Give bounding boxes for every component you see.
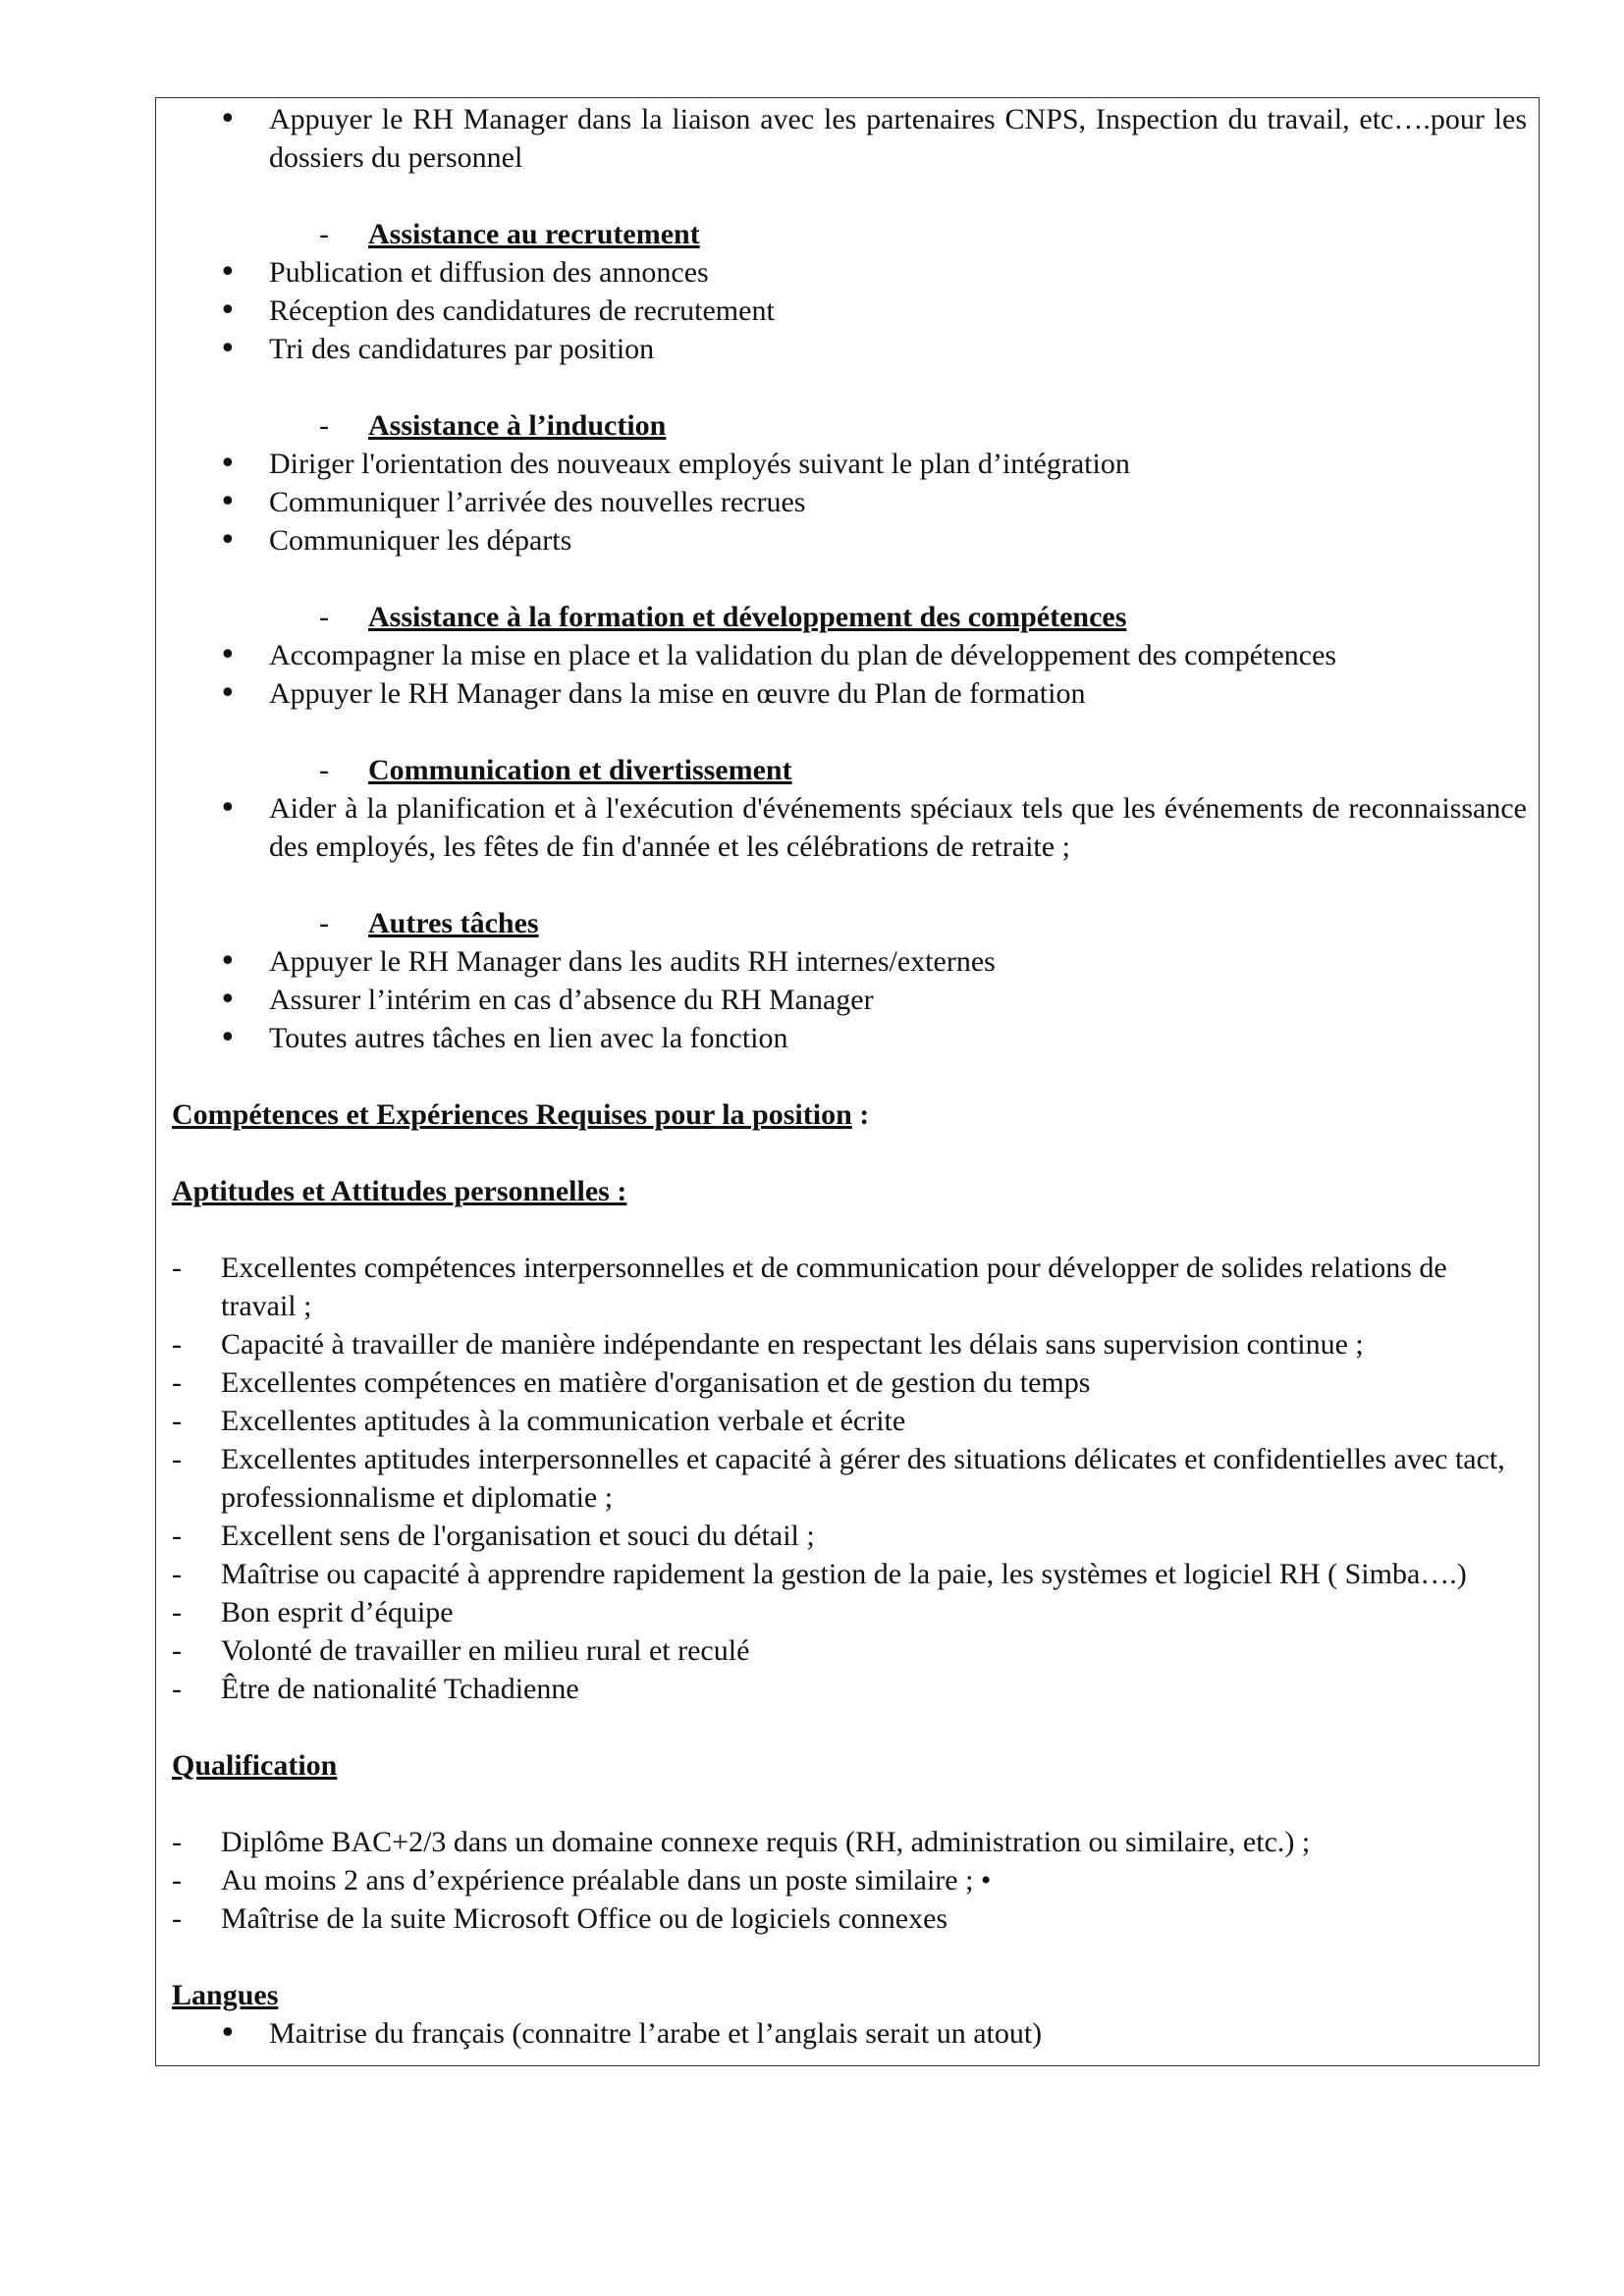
qualification-item: - Diplôme BAC+2/3 dans un domaine connexe requis (RH, administration ou similaire, etc.) ;	[172, 1823, 1527, 1861]
section-title-recrutement: - Assistance au recrutement	[319, 218, 700, 250]
competences-heading: Compétences et Expériences Requises pour la position :	[172, 1098, 870, 1131]
section-title-formation: - Assistance à la formation et développement des compétences	[319, 601, 1127, 633]
aptitude-item: - Excellentes aptitudes à la communication verbale et écrite	[172, 1402, 1527, 1440]
list-item: • Assurer l’intérim en cas d’absence du RH Manager	[172, 981, 1527, 1019]
section-title-autres: - Autres tâches	[319, 907, 539, 939]
list-item: • Aider à la planification et à l'exécution d'événements spéciaux tels que les événements de reconnaissance des employés, les fêtes de fin d'année et les célébrations de retraite ;	[172, 789, 1527, 866]
qualification-item: - Maîtrise de la suite Microsoft Office ou de logiciels connexes	[172, 1899, 1527, 1938]
aptitude-item: - Excellentes aptitudes interpersonnelles et capacité à gérer des situations délicates et confidentielles avec tact, professionnalisme et diplomatie ;	[172, 1440, 1527, 1517]
intro-bullet: • Appuyer le RH Manager dans la liaison avec les partenaires CNPS, Inspection du travail, etc….pour les dossiers du personnel	[172, 100, 1527, 177]
aptitude-item: - Bon esprit d’équipe	[172, 1593, 1527, 1631]
list-item: • Appuyer le RH Manager dans la mise en œuvre du Plan de formation	[172, 674, 1527, 713]
section-title-induction: - Assistance à l’induction	[319, 409, 667, 442]
aptitude-item: - Maîtrise ou capacité à apprendre rapidement la gestion de la paie, les systèmes et logiciel RH ( Simba….)	[172, 1555, 1527, 1593]
list-item: • Accompagner la mise en place et la validation du plan de développement des compétences	[172, 636, 1527, 674]
document-content	[172, 100, 1527, 2053]
aptitude-item: - Excellentes compétences interpersonnelles et de communication pour développer de solides relations de travail ;	[172, 1249, 1527, 1325]
aptitude-item: - Excellent sens de l'organisation et souci du détail ;	[172, 1517, 1527, 1555]
aptitude-item: - Volonté de travailler en milieu rural et reculé	[172, 1631, 1527, 1670]
aptitudes-heading: Aptitudes et Attitudes personnelles :	[172, 1175, 627, 1207]
list-item: • Tri des candidatures par position	[172, 330, 1527, 368]
langues-heading: Langues	[172, 1979, 279, 2011]
section-title-communication: - Communication et divertissement	[319, 754, 792, 786]
langue-item: • Maitrise du français (connaitre l’arabe et l’anglais serait un atout)	[172, 2014, 1527, 2053]
list-item: • Communiquer les départs	[172, 521, 1527, 560]
aptitude-item: - Capacité à travailler de manière indépendante en respectant les délais sans supervision continue ;	[172, 1325, 1527, 1363]
list-item: • Communiquer l’arrivée des nouvelles recrues	[172, 483, 1527, 521]
list-item: • Diriger l'orientation des nouveaux employés suivant le plan d’intégration	[172, 445, 1527, 483]
qualification-heading: Qualification	[172, 1749, 338, 1782]
aptitude-item: - Excellentes compétences en matière d'organisation et de gestion du temps	[172, 1363, 1527, 1402]
qualification-item: - Au moins 2 ans d’expérience préalable dans un poste similaire ; •	[172, 1861, 1527, 1899]
list-item: • Réception des candidatures de recrutement	[172, 292, 1527, 330]
aptitude-item: - Être de nationalité Tchadienne	[172, 1670, 1527, 1708]
list-item: • Toutes autres tâches en lien avec la fonction	[172, 1019, 1527, 1057]
list-item: • Appuyer le RH Manager dans les audits RH internes/externes	[172, 942, 1527, 981]
list-item: • Publication et diffusion des annonces	[172, 253, 1527, 292]
